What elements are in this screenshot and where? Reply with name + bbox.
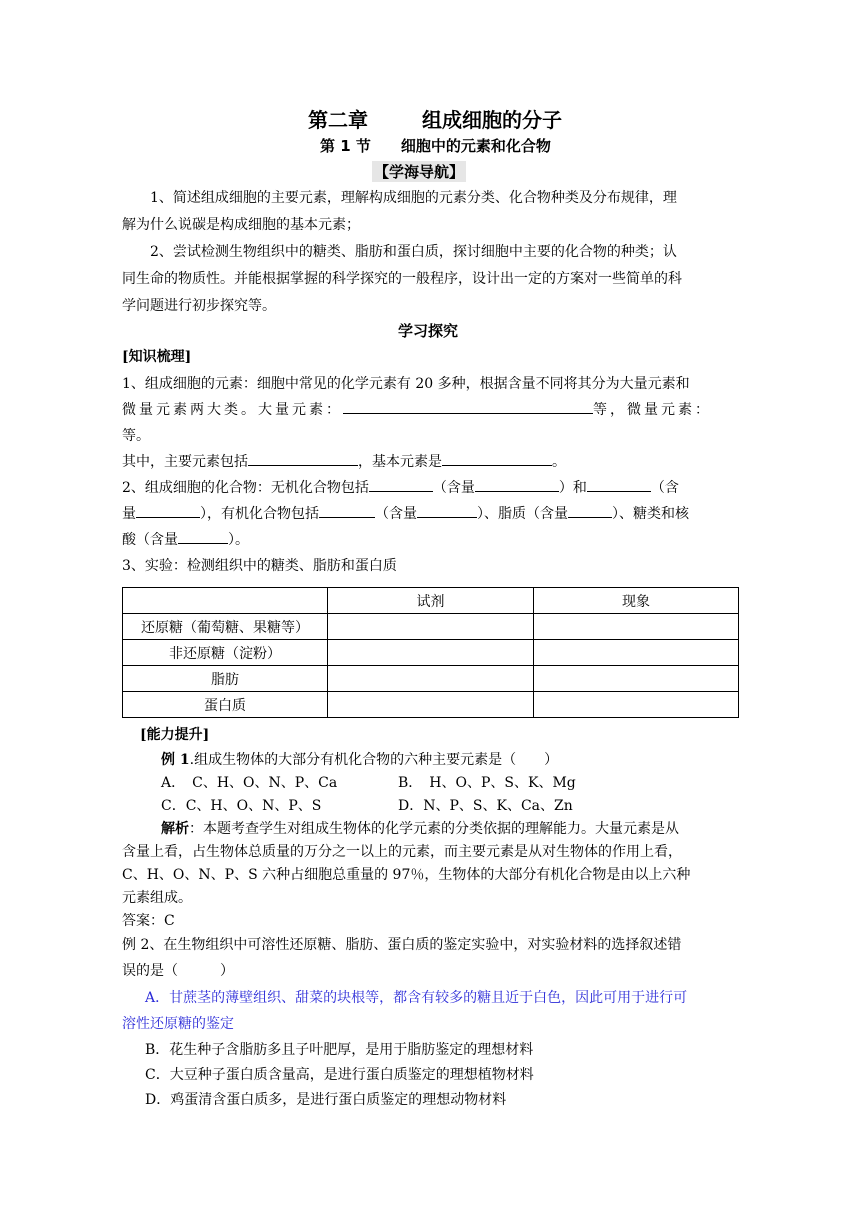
goal-line: 解为什么说碳是构成细胞的基本元素； bbox=[122, 217, 360, 233]
table-cell-reagent bbox=[328, 614, 534, 640]
text-fragment: ，基本元素是 bbox=[358, 454, 442, 470]
blank bbox=[178, 529, 228, 544]
goal-line: 同生命的物质性。并能根据掌握的科学探究的一般程序，设计出一定的方案对一些简单的科 bbox=[122, 271, 682, 287]
experiment-table bbox=[122, 587, 739, 718]
answer: 答案：C bbox=[122, 913, 175, 929]
text-fragment: 酸（含量 bbox=[122, 532, 178, 548]
table-header-cell: 现象 bbox=[534, 588, 739, 614]
chapter-name: 组成细胞的分子 bbox=[422, 108, 562, 132]
table-cell-phenomenon bbox=[534, 614, 739, 640]
text-fragment: （含量 bbox=[432, 480, 475, 496]
blank bbox=[319, 503, 375, 518]
knowledge-line bbox=[122, 477, 679, 497]
text-fragment: ），有机化合物包括 bbox=[200, 506, 319, 522]
ex2-option-c: C．大豆种子蛋白质含量高，是进行蛋白质鉴定的理想植物材料 bbox=[145, 1067, 534, 1083]
example-1-label: 例 1 bbox=[161, 752, 190, 768]
text-fragment: ）、糖类和核 bbox=[612, 506, 689, 522]
text-fragment: （含量 bbox=[375, 506, 417, 522]
option-a: A． C、H、O、N、P、Ca bbox=[161, 775, 338, 791]
knowledge-line bbox=[122, 451, 566, 471]
text-fragment: ）。 bbox=[228, 532, 249, 548]
analysis-line: 含量上看，占生物体总质量的万分之一以上的元素，而主要元素是从对生物体的作用上看， bbox=[122, 844, 682, 860]
section-name: 细胞中的元素和化合物 bbox=[400, 137, 551, 155]
table-cell-phenomenon bbox=[534, 692, 739, 718]
text-fragment: ：本题考查学生对组成生物体的化学元素的分类依据的理解能力。大量元素是从 bbox=[189, 821, 679, 837]
blank bbox=[136, 503, 200, 518]
text-fragment: 量 bbox=[122, 506, 136, 522]
blank bbox=[369, 477, 433, 492]
blank bbox=[343, 399, 593, 414]
section-title bbox=[320, 135, 551, 156]
knowledge-line: 1、组成细胞的元素：细胞中常见的化学元素有 20 多种，根据含量不同将其分为大量元素和 bbox=[122, 376, 690, 392]
analysis-line: 元素组成。 bbox=[122, 890, 192, 906]
text-fragment: ）、脂质（含量 bbox=[477, 506, 568, 522]
ex2-option-a: A．甘蔗茎的薄壁组织、甜菜的块根等，都含有较多的糖且近于白色，因此可用于进行可 bbox=[145, 990, 688, 1006]
table-cell-reagent bbox=[328, 692, 534, 718]
goal-line: 学问题进行初步探究等。 bbox=[122, 298, 276, 314]
example-2-question: 例 2、在生物组织中可溶性还原糖、脂肪、蛋白质的鉴定实验中，对实验材料的选择叙述错 bbox=[122, 937, 682, 953]
table-header-row bbox=[123, 588, 739, 614]
text-fragment: （含 bbox=[650, 480, 679, 496]
table-row-label: 还原糖（葡萄糖、果糖等） bbox=[123, 614, 328, 640]
text-fragment: ）和 bbox=[558, 480, 587, 496]
text-fragment: 其中，主要元素包括 bbox=[122, 454, 248, 470]
analysis-line bbox=[161, 818, 679, 838]
knowledge-line bbox=[122, 399, 742, 419]
goal-line: 1、简述组成细胞的主要元素，理解构成细胞的元素分类、化合物种类及分布规律，理 bbox=[150, 190, 677, 206]
ex2-option-a-cont: 溶性还原糖的鉴定 bbox=[122, 1016, 234, 1032]
knowledge-heading: [知识梳理] bbox=[122, 349, 192, 365]
table-cell-phenomenon bbox=[534, 666, 739, 692]
option-b: B． H、O、P、S、K、Mg bbox=[398, 775, 576, 791]
analysis-line: C、H、O、N、P、S 六种占细胞总重量的 97％，生物体的大部分有机化合物是由以上六种 bbox=[122, 867, 691, 883]
table-header-cell bbox=[123, 588, 328, 614]
text-fragment: 等，微量元素： bbox=[593, 402, 712, 418]
ability-heading: [能力提升] bbox=[140, 727, 210, 743]
section-number: 第 1 节 bbox=[320, 137, 371, 155]
blank bbox=[442, 451, 552, 466]
goal-line: 2、尝试检测生物组织中的糖类、脂肪和蛋白质，探讨细胞中主要的化合物的种类；认 bbox=[150, 244, 677, 260]
example-2-question: 误的是（ ） bbox=[122, 963, 234, 979]
option-d: D．N、P、S、K、Ca、Zn bbox=[398, 798, 573, 814]
table-row bbox=[123, 692, 739, 718]
blank bbox=[417, 503, 477, 518]
analysis-label: 解析 bbox=[161, 821, 189, 837]
table-row-label: 脂肪 bbox=[123, 666, 328, 692]
blank bbox=[568, 503, 612, 518]
blank bbox=[248, 451, 358, 466]
chapter-title bbox=[308, 104, 562, 133]
table-row bbox=[123, 614, 739, 640]
knowledge-line: 等。 bbox=[122, 428, 150, 444]
table-row bbox=[123, 666, 739, 692]
example-1-question bbox=[161, 749, 558, 769]
knowledge-line bbox=[122, 503, 689, 523]
knowledge-line: 3、实验：检测组织中的糖类、脂肪和蛋白质 bbox=[122, 558, 397, 574]
table-row-label: 蛋白质 bbox=[123, 692, 328, 718]
blank bbox=[587, 477, 651, 492]
chapter-number: 第二章 bbox=[308, 108, 368, 132]
table-header-cell: 试剂 bbox=[328, 588, 534, 614]
table-row-label: 非还原糖（淀粉） bbox=[123, 640, 328, 666]
text-fragment: 。 bbox=[552, 454, 566, 470]
study-heading: 学习探究 bbox=[398, 322, 459, 340]
nav-heading: 【学海导航】 bbox=[374, 163, 465, 181]
option-c: C．C、H、O、N、P、S bbox=[161, 798, 322, 814]
text-fragment: 2、组成细胞的化合物：无机化合物包括 bbox=[122, 480, 369, 496]
blank bbox=[475, 477, 559, 492]
knowledge-line bbox=[122, 529, 249, 549]
text-fragment: 微量元素两大类。大量元素： bbox=[122, 402, 343, 418]
table-cell-reagent bbox=[328, 640, 534, 666]
example-1-text: .组成生物体的大部分有机化合物的六种主要元素是（ ） bbox=[189, 752, 559, 768]
table-cell-phenomenon bbox=[534, 640, 739, 666]
ex2-option-b: B．花生种子含脂肪多且子叶肥厚，是用于脂肪鉴定的理想材料 bbox=[145, 1042, 534, 1058]
table-row bbox=[123, 640, 739, 666]
table-cell-reagent bbox=[328, 666, 534, 692]
ex2-option-d: D．鸡蛋清含蛋白质多，是进行蛋白质鉴定的理想动物材料 bbox=[145, 1092, 507, 1108]
